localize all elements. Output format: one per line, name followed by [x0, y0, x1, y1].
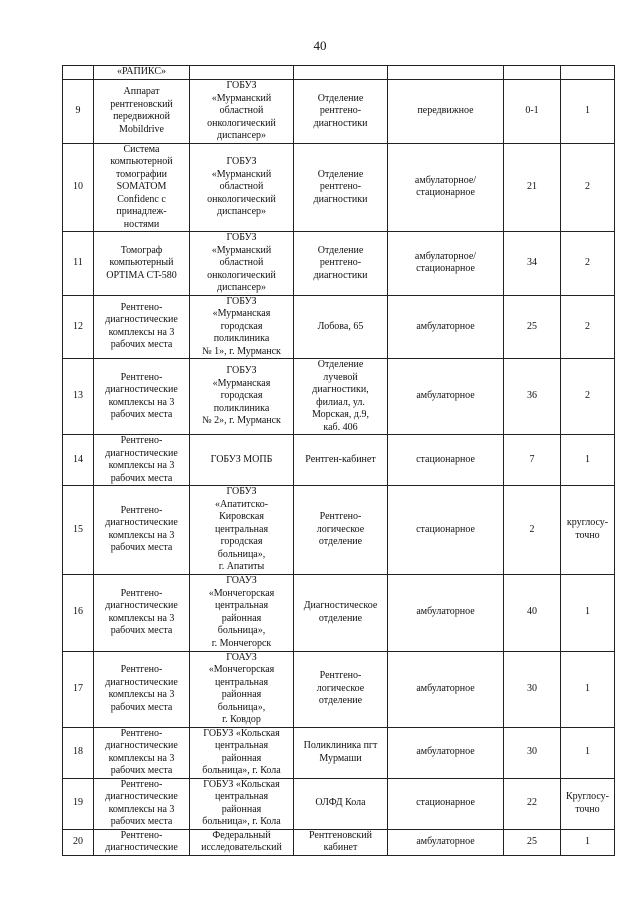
count-cell [504, 66, 561, 80]
table-row [63, 829, 615, 855]
shift-cell: 1 [561, 651, 615, 727]
department-cell [294, 66, 388, 80]
organization-cell: ГОБУЗ «Мурманская городская поликлиника № 1», г. Мурманск [190, 295, 294, 359]
department-cell: ОЛФД Кола [294, 778, 388, 829]
row-number-cell: 15 [63, 486, 94, 575]
equipment-name-cell: Рентгено- диагностические комплексы на 3 рабочих места [94, 651, 190, 727]
service-mode-cell: стационарное [388, 435, 504, 486]
department-cell: Рентгено- логическое отделение [294, 486, 388, 575]
organization-cell: ГОБУЗ «Мурманский областной онкологический диспансер» [190, 232, 294, 296]
department-cell: Диагностическое отделение [294, 574, 388, 651]
count-cell: 25 [504, 829, 561, 855]
shift-cell: 1 [561, 727, 615, 778]
organization-cell: ГОБУЗ «Мурманская городская поликлиника № 2», г. Мурманск [190, 359, 294, 435]
equipment-name-cell: Аппарат рентгеновский передвижной Mobildrive [94, 80, 190, 144]
department-cell: Отделение лучевой диагностики, филиал, ул. Морская, д.9, каб. 406 [294, 359, 388, 435]
row-number-cell: 9 [63, 80, 94, 144]
count-cell: 2 [504, 486, 561, 575]
department-cell: Лобова, 65 [294, 295, 388, 359]
count-cell: 22 [504, 778, 561, 829]
department-cell: Рентгено- логическое отделение [294, 651, 388, 727]
service-mode-cell: стационарное [388, 778, 504, 829]
count-cell: 36 [504, 359, 561, 435]
table-body [63, 66, 615, 856]
row-number-cell: 18 [63, 727, 94, 778]
shift-cell: 1 [561, 80, 615, 144]
organization-cell: ГОБУЗ МОПБ [190, 435, 294, 486]
table-row [63, 727, 615, 778]
table-row [63, 143, 615, 232]
row-number-cell: 16 [63, 574, 94, 651]
table-row [63, 295, 615, 359]
department-cell: Рентгеновский кабинет [294, 829, 388, 855]
department-cell: Отделение рентгено- диагностики [294, 80, 388, 144]
table-row [63, 435, 615, 486]
table-row [63, 66, 615, 80]
count-cell: 21 [504, 143, 561, 232]
service-mode-cell: амбулаторное [388, 829, 504, 855]
service-mode-cell: амбулаторное/ стационарное [388, 232, 504, 296]
table-row [63, 80, 615, 144]
equipment-name-cell: Система компьютерной томографии SOMATOM Confidenc с принадлеж- ностями [94, 143, 190, 232]
equipment-name-cell: Рентгено- диагностические комплексы на 3 рабочих места [94, 295, 190, 359]
row-number-cell: 14 [63, 435, 94, 486]
shift-cell: 2 [561, 143, 615, 232]
table-row [63, 359, 615, 435]
department-cell: Отделение рентгено- диагностики [294, 232, 388, 296]
department-cell: Отделение рентгено- диагностики [294, 143, 388, 232]
count-cell: 25 [504, 295, 561, 359]
service-mode-cell: стационарное [388, 486, 504, 575]
organization-cell: ГОБУЗ «Кольская центральная районная больница», г. Кола [190, 727, 294, 778]
service-mode-cell: амбулаторное [388, 359, 504, 435]
shift-cell: 1 [561, 435, 615, 486]
row-number-cell [63, 66, 94, 80]
department-cell: Поликлиника пгт Мурмаши [294, 727, 388, 778]
organization-cell: Федеральный исследовательский [190, 829, 294, 855]
row-number-cell: 11 [63, 232, 94, 296]
shift-cell: 1 [561, 829, 615, 855]
organization-cell: ГОАУЗ «Мончегорская центральная районная больница», г. Ковдор [190, 651, 294, 727]
equipment-name-cell: Рентгено- диагностические [94, 829, 190, 855]
table-row [63, 574, 615, 651]
count-cell: 40 [504, 574, 561, 651]
service-mode-cell: передвижное [388, 80, 504, 144]
service-mode-cell [388, 66, 504, 80]
shift-cell [561, 66, 615, 80]
row-number-cell: 20 [63, 829, 94, 855]
equipment-name-cell: Рентгено- диагностические комплексы на 3 рабочих места [94, 727, 190, 778]
count-cell: 0-1 [504, 80, 561, 144]
service-mode-cell: амбулаторное [388, 295, 504, 359]
row-number-cell: 12 [63, 295, 94, 359]
count-cell: 7 [504, 435, 561, 486]
page-number: 40 [313, 38, 327, 53]
equipment-table [62, 65, 615, 856]
row-number-cell: 13 [63, 359, 94, 435]
shift-cell: 2 [561, 359, 615, 435]
organization-cell: ГОБУЗ «Апатитско- Кировская центральная городская больница», г. Апатиты [190, 486, 294, 575]
organization-cell: ГОБУЗ «Мурманский областной онкологический диспансер» [190, 143, 294, 232]
service-mode-cell: амбулаторное [388, 727, 504, 778]
equipment-name-cell: Рентгено- диагностические комплексы на 3 рабочих места [94, 486, 190, 575]
count-cell: 30 [504, 651, 561, 727]
service-mode-cell: амбулаторное/ стационарное [388, 143, 504, 232]
shift-cell: круглосу- точно [561, 486, 615, 575]
equipment-name-cell: Томограф компьютерный OPTIMA CT-580 [94, 232, 190, 296]
row-number-cell: 10 [63, 143, 94, 232]
shift-cell: Круглосу- точно [561, 778, 615, 829]
count-cell: 34 [504, 232, 561, 296]
shift-cell: 2 [561, 232, 615, 296]
table-row [63, 486, 615, 575]
shift-cell: 1 [561, 574, 615, 651]
table-row [63, 778, 615, 829]
service-mode-cell: амбулаторное [388, 574, 504, 651]
table-row [63, 651, 615, 727]
shift-cell: 2 [561, 295, 615, 359]
equipment-name-cell: «РАПИКС» [94, 66, 190, 80]
equipment-name-cell: Рентгено- диагностические комплексы на 3 рабочих места [94, 435, 190, 486]
count-cell: 30 [504, 727, 561, 778]
equipment-name-cell: Рентгено- диагностические комплексы на 3 рабочих места [94, 778, 190, 829]
equipment-name-cell: Рентгено- диагностические комплексы на 3 рабочих места [94, 574, 190, 651]
table-row [63, 232, 615, 296]
organization-cell [190, 66, 294, 80]
organization-cell: ГОБУЗ «Кольская центральная районная больница», г. Кола [190, 778, 294, 829]
row-number-cell: 17 [63, 651, 94, 727]
row-number-cell: 19 [63, 778, 94, 829]
equipment-name-cell: Рентгено- диагностические комплексы на 3 рабочих места [94, 359, 190, 435]
service-mode-cell: амбулаторное [388, 651, 504, 727]
organization-cell: ГОБУЗ «Мурманский областной онкологический диспансер» [190, 80, 294, 144]
department-cell: Рентген-кабинет [294, 435, 388, 486]
organization-cell: ГОАУЗ «Мончегорская центральная районная больница», г. Мончегорск [190, 574, 294, 651]
